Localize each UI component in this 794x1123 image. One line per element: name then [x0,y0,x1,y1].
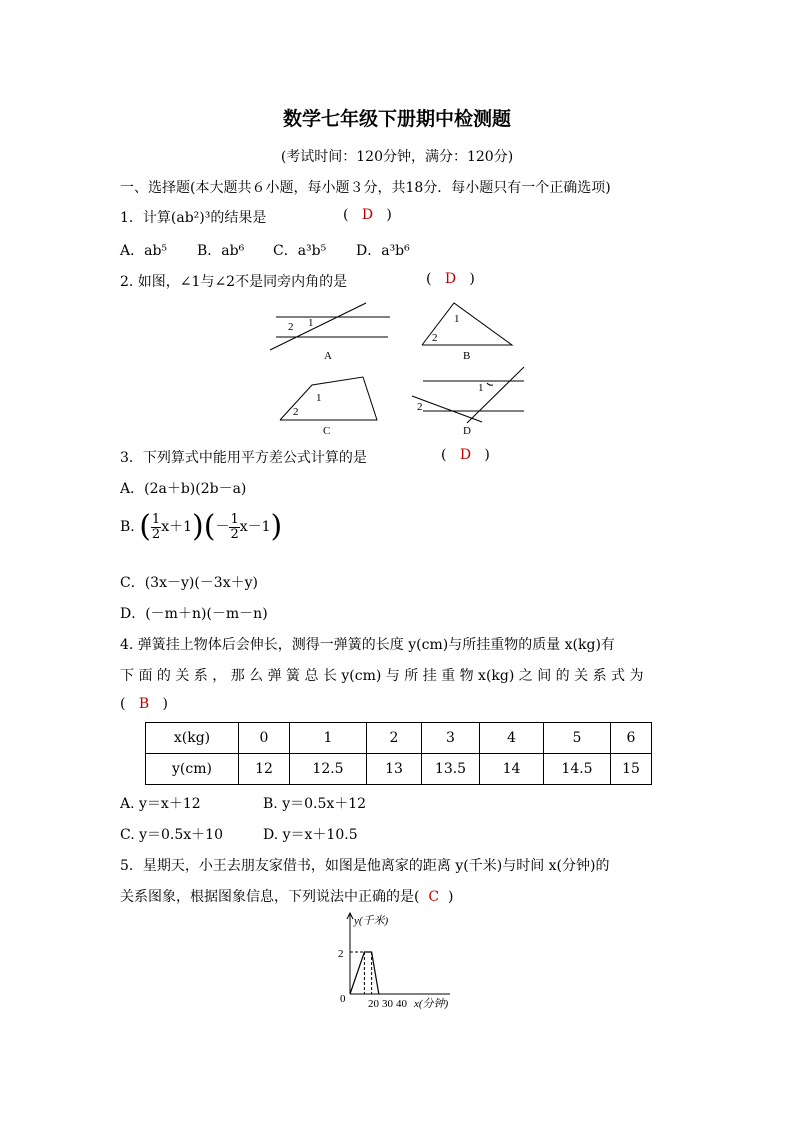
table-cell: 4 [480,723,544,754]
table-cell: 0 [239,723,290,754]
table-cell: 1 [290,723,367,754]
table-cell: 15 [611,754,652,785]
figure-d-label: D [463,425,471,437]
question-4-option-c: C. y＝0.5x＋10 [120,827,223,843]
question-4-line-1: 4. 弹簧挂上物体后会伸长，测得一弹簧的长度 y(cm)与所挂重物的质量 x(kg)有 [120,637,615,653]
figure-a-label: A [324,350,332,362]
section-heading: 一、选择题(本大题共６小题，每小题３分，共18分．每小题只有一个正确选项) [120,180,611,196]
figure-c-angle-2: 2 [293,406,299,418]
question-3-option-a: A．(2a＋b)(2b－a) [120,481,247,497]
figure-c-label: C [323,425,331,437]
spring-data-table [145,722,652,785]
y-tick-label: 2 [338,948,344,960]
table-row [146,723,652,754]
question-1-answer: ( D ) [343,207,392,223]
y-axis-label: y(千米) [354,915,389,927]
table-cell: 12 [239,754,290,785]
question-1-stem: 1．计算(ab²)³的结果是 [120,210,267,226]
table-cell: y(cm) [146,754,239,785]
question-3-option-b: B. ( $\frac{1}{2}$ x＋1)(－ $\frac{1}{2}$ x－1) [120,509,283,544]
table-row [146,754,652,785]
question-4-option-a: A. y＝x＋12 [120,796,201,812]
table-cell: 3 [422,723,480,754]
table-cell: 13 [367,754,422,785]
question-1-option-c: C．a³b⁵ [273,243,327,259]
figure-a-angle-2: 2 [288,321,294,333]
x-tick-label-30: 30 [382,998,393,1010]
x-axis-label: x(分钟) [414,998,449,1010]
question-4-option-d: D. y＝x＋10.5 [263,827,358,843]
question-3-stem: 3．下列算式中能用平方差公式计算的是 [120,450,367,466]
question-1-option-a: A．ab⁵ [120,243,168,259]
figure-c-angle-1: 1 [316,392,322,404]
x-tick-label-20: 20 [368,998,379,1010]
table-cell: 14.5 [544,754,611,785]
question-4-line-2: 下 面 的 关 系 ， 那 么 弹 簧 总 长 y(cm) 与 所 挂 重 物 x(kg) 之 间 的 关 系 式 为 [120,668,644,684]
table-cell: 2 [367,723,422,754]
exam-info: (考试时间：120分钟，满分：120分) [280,149,514,165]
question-3-option-d: D．(－m＋n)(－m－n) [120,606,268,622]
origin-label: 0 [340,993,346,1005]
table-cell: 12.5 [290,754,367,785]
question-1-option-d: D．a³b⁶ [356,243,410,259]
distance-time-graph [330,910,465,1010]
question-3-answer: ( D ) [441,447,490,463]
page-title: 数学七年级下册期中检测题 [282,108,511,130]
table-cell: 13.5 [422,754,480,785]
table-cell: 5 [544,723,611,754]
figure-a-angle-1: 1 [308,317,314,329]
x-tick-label-40: 40 [396,998,407,1010]
figure-d-angle-2: 2 [417,401,423,413]
question-4-option-b: B. y＝0.5x＋12 [263,796,367,812]
table-cell: 6 [611,723,652,754]
question-3-option-c: C．(3x－y)(－3x＋y) [120,575,258,591]
question-5-line-2: 关系图象，根据图象信息，下列说法中正确的是( C ) [120,889,454,905]
question-2-answer: ( D ) [426,271,475,287]
figure-d-angle-1: 1 [478,382,484,394]
figure-b-angle-2: 2 [432,332,438,344]
question-2-stem: 2. 如图，∠1与∠2不是同旁内角的是 [120,274,348,290]
question-2-figures [260,295,540,440]
question-4-answer: ( B ) [120,696,168,712]
table-cell: x(kg) [146,723,239,754]
question-5-line-1: 5．星期天，小王去朋友家借书，如图是他离家的距离 y(千米)与时间 x(分钟)的 [120,858,610,874]
table-cell: 14 [480,754,544,785]
figure-b-angle-1: 1 [454,313,460,325]
question-1-option-b: B．ab⁶ [197,243,245,259]
figure-b-label: B [463,350,471,362]
